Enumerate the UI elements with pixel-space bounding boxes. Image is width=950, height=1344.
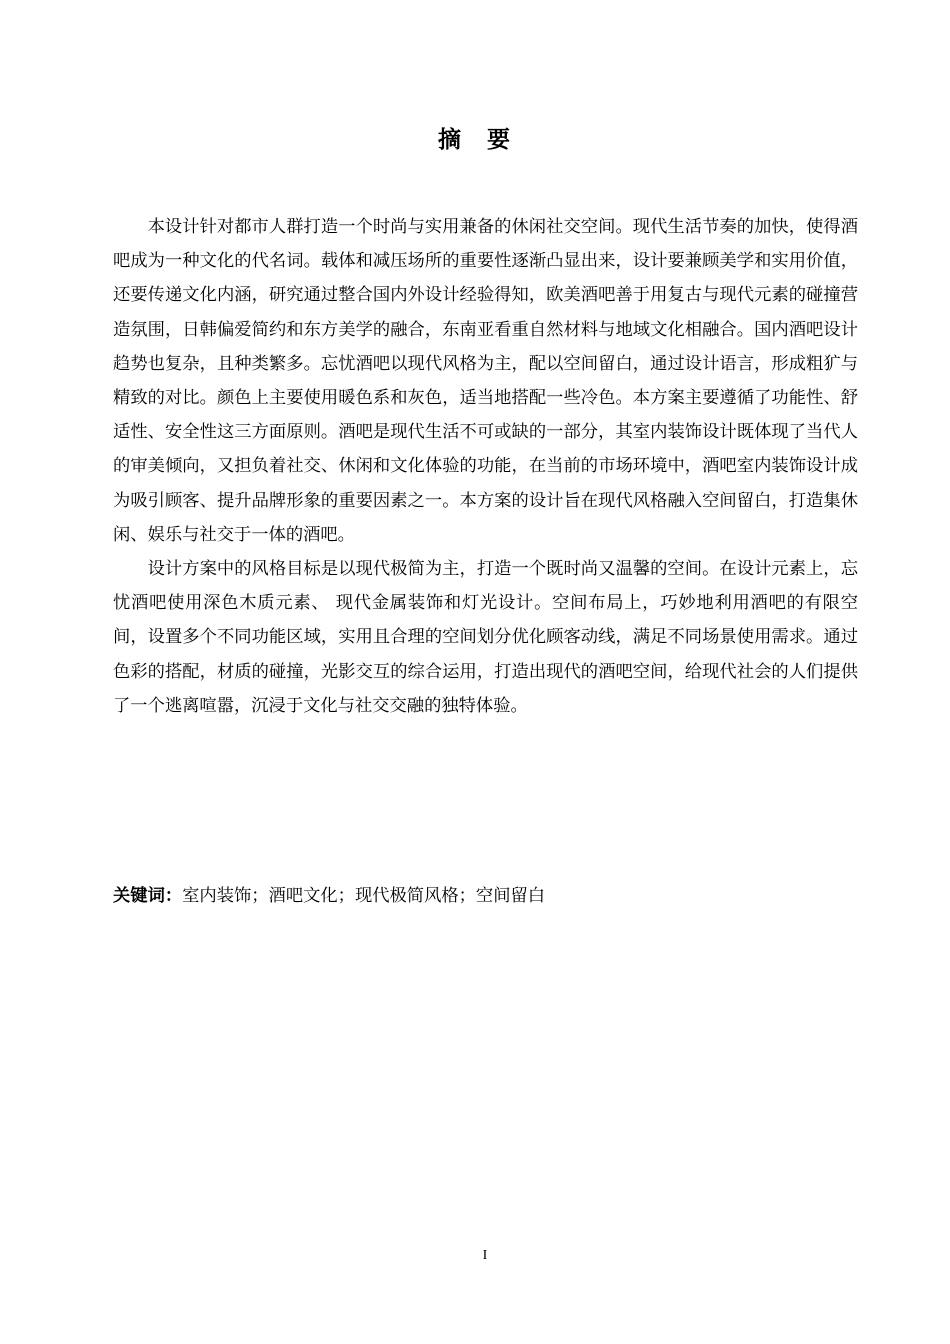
keywords-line — [113, 881, 858, 911]
abstract-paragraph-2: 设计方案中的风格目标是以现代极简为主，打造一个既时尚又温馨的空间。在设计元素上，忘忧酒吧使用深色木质元素、 现代金属装饰和灯光设计。空间布局上，巧妙地利用酒吧的有限空间，设置多个不同功能区域，实用且合理的空间划分优化顾客动线，满足不同场景使用需求。通过色彩的搭配，材质的碰撞，光影交互的综合运用，打造出现代的酒吧空间，给现代社会的人们提供了一个逃离喧嚣，沉浸于文化与社交交融的独特体验。 — [113, 559, 858, 716]
abstract-title: 摘要 — [438, 127, 536, 153]
page-number: I — [482, 1248, 488, 1263]
keywords-label: 关键词： — [113, 886, 183, 906]
abstract-paragraph-1: 本设计针对都市人群打造一个时尚与实用兼备的休闲社交空间。现代生活节奏的加快，使得酒吧成为一种文化的代名词。载体和减压场所的重要性逐渐凸显出来，设计要兼顾美学和实用价值，还要传递文化内涵，研究通过整合国内外设计经验得知，欧美酒吧善于用复古与现代元素的碰撞营造氛围，日韩偏爱简约和东方美学的融合，东南亚看重自然材料与地域文化相融合。国内酒吧设计趋势也复杂，且种类繁多。忘忧酒吧以现代风格为主，配以空间留白，通过设计语言，形成粗犷与精致的对比。颜色上主要使用暖色系和灰色，适当地搭配一些冷色。本方案主要遵循了功能性、舒适性、安全性这三方面原则。酒吧是现代生活不可或缺的一部分，其室内装饰设计既体现了当代人的审美倾向，又担负着社交、休闲和文化体验的功能，在当前的市场环境中，酒吧室内装饰设计成为吸引顾客、提升品牌形象的重要因素之一。本方案的设计旨在现代风格融入空间留白，打造集休闲、娱乐与社交于一体的酒吧。 — [113, 217, 858, 545]
abstract-body — [113, 210, 858, 723]
keywords-value: 室内装饰；酒吧文化；现代极简风格；空间留白 — [182, 886, 546, 906]
